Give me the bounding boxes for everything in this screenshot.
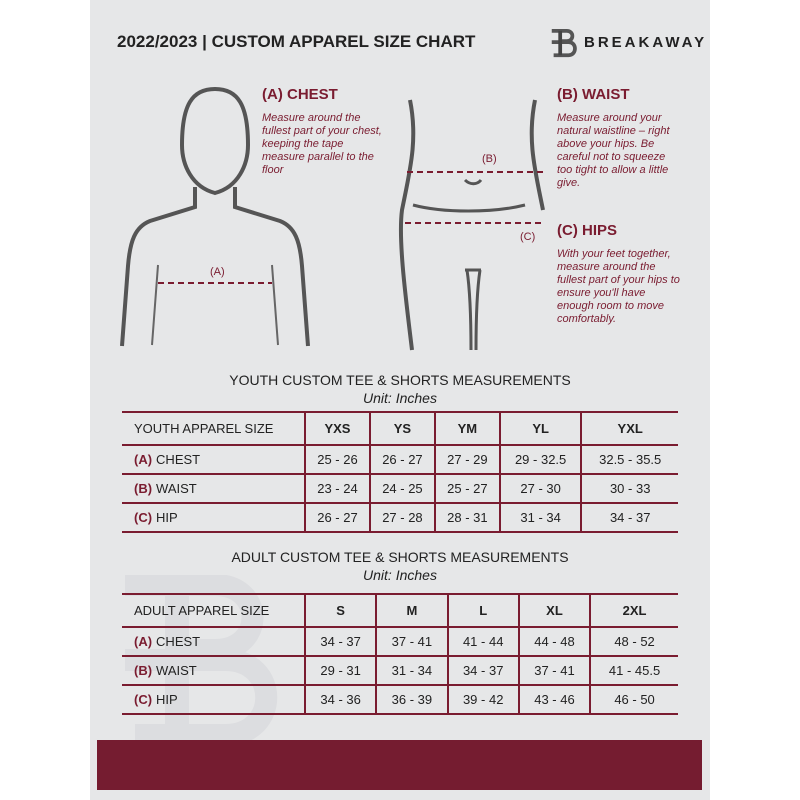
table-cell: 29 - 31	[305, 656, 376, 685]
table-cell: 43 - 46	[519, 685, 590, 714]
table-cell: 27 - 28	[370, 503, 435, 532]
table-row	[122, 627, 678, 656]
waist-text: Measure around your natural waistline – right above your hips. Be careful not to squeeze too tight to allow a little give.	[557, 112, 670, 189]
hips-marker: (C)	[520, 231, 536, 243]
table-cell: 27 - 29	[435, 445, 500, 474]
chest-heading: (A) CHEST	[262, 86, 338, 103]
size-header: YXL	[581, 412, 678, 445]
adult-size-table	[122, 593, 678, 715]
size-header: YM	[435, 412, 500, 445]
table-cell: 26 - 27	[305, 503, 370, 532]
measure-letter: (C)	[134, 510, 153, 525]
adult-unit: Unit: Inches	[363, 567, 437, 583]
measure-name: HIP	[156, 692, 178, 707]
table-cell: 44 - 48	[519, 627, 590, 656]
page-title: 2022/2023 | CUSTOM APPAREL SIZE CHART	[117, 32, 476, 51]
table-cell: 34 - 36	[305, 685, 376, 714]
hips-heading: (C) HIPS	[557, 222, 617, 239]
measure-name: HIP	[156, 510, 178, 525]
size-label: ADULT APPAREL SIZE	[122, 594, 305, 627]
footer-band	[97, 740, 702, 790]
chest-marker: (A)	[210, 266, 225, 278]
table-cell: 31 - 34	[500, 503, 582, 532]
waist-heading: (B) WAIST	[557, 86, 630, 103]
size-header: 2XL	[590, 594, 678, 627]
table-cell: 24 - 25	[370, 474, 435, 503]
torso-figure	[395, 95, 555, 355]
hips-text: With your feet together, measure around the fullest part of your hips to ensure you'll have enough room to move comfortably.	[557, 248, 680, 325]
measure-name: WAIST	[156, 481, 197, 496]
table-cell: 48 - 52	[590, 627, 678, 656]
size-header: M	[376, 594, 447, 627]
size-header: YS	[370, 412, 435, 445]
table-cell: 29 - 32.5	[500, 445, 582, 474]
table-cell: 31 - 34	[376, 656, 447, 685]
measure-label	[122, 685, 305, 714]
size-header: YXS	[305, 412, 370, 445]
table-cell: 34 - 37	[305, 627, 376, 656]
chest-text: Measure around the fullest part of your chest, keeping the tape measure parallel to the floor	[262, 112, 382, 176]
table-row	[122, 474, 678, 503]
table-cell: 23 - 24	[305, 474, 370, 503]
size-label: YOUTH APPAREL SIZE	[122, 412, 305, 445]
measure-name: CHEST	[156, 634, 201, 649]
table-cell: 25 - 26	[305, 445, 370, 474]
brand-name: BREAKAWAY	[584, 34, 708, 51]
youth-size-table	[122, 411, 678, 533]
table-cell: 30 - 33	[581, 474, 678, 503]
measure-letter: (A)	[134, 452, 153, 467]
table-cell: 34 - 37	[581, 503, 678, 532]
header-row	[122, 594, 678, 627]
size-header: XL	[519, 594, 590, 627]
table-cell: 41 - 45.5	[590, 656, 678, 685]
table-row	[122, 503, 678, 532]
measure-label	[122, 656, 305, 685]
header-row	[122, 412, 678, 445]
measure-letter: (A)	[134, 634, 153, 649]
table-row	[122, 685, 678, 714]
measure-label	[122, 627, 305, 656]
measure-letter: (C)	[134, 692, 153, 707]
table-cell: 36 - 39	[376, 685, 447, 714]
table-cell: 27 - 30	[500, 474, 582, 503]
table-row	[122, 445, 678, 474]
measure-letter: (B)	[134, 663, 153, 678]
youth-table-title: YOUTH CUSTOM TEE & SHORTS MEASUREMENTS	[229, 372, 571, 388]
youth-unit: Unit: Inches	[363, 390, 437, 406]
table-cell: 37 - 41	[376, 627, 447, 656]
table-row	[122, 656, 678, 685]
measure-name: CHEST	[156, 452, 201, 467]
measure-letter: (B)	[134, 481, 153, 496]
measure-label	[122, 503, 305, 532]
table-cell: 28 - 31	[435, 503, 500, 532]
table-cell: 26 - 27	[370, 445, 435, 474]
measure-name: WAIST	[156, 663, 197, 678]
table-cell: 34 - 37	[448, 656, 519, 685]
table-cell: 25 - 27	[435, 474, 500, 503]
table-cell: 37 - 41	[519, 656, 590, 685]
measure-label	[122, 445, 305, 474]
measure-label	[122, 474, 305, 503]
size-header: S	[305, 594, 376, 627]
adult-table-title: ADULT CUSTOM TEE & SHORTS MEASUREMENTS	[231, 549, 569, 565]
brand-logo-icon	[548, 26, 578, 60]
table-cell: 41 - 44	[448, 627, 519, 656]
table-cell: 32.5 - 35.5	[581, 445, 678, 474]
table-cell: 46 - 50	[590, 685, 678, 714]
waist-marker: (B)	[482, 153, 497, 165]
table-cell: 39 - 42	[448, 685, 519, 714]
size-header: L	[448, 594, 519, 627]
size-header: YL	[500, 412, 582, 445]
